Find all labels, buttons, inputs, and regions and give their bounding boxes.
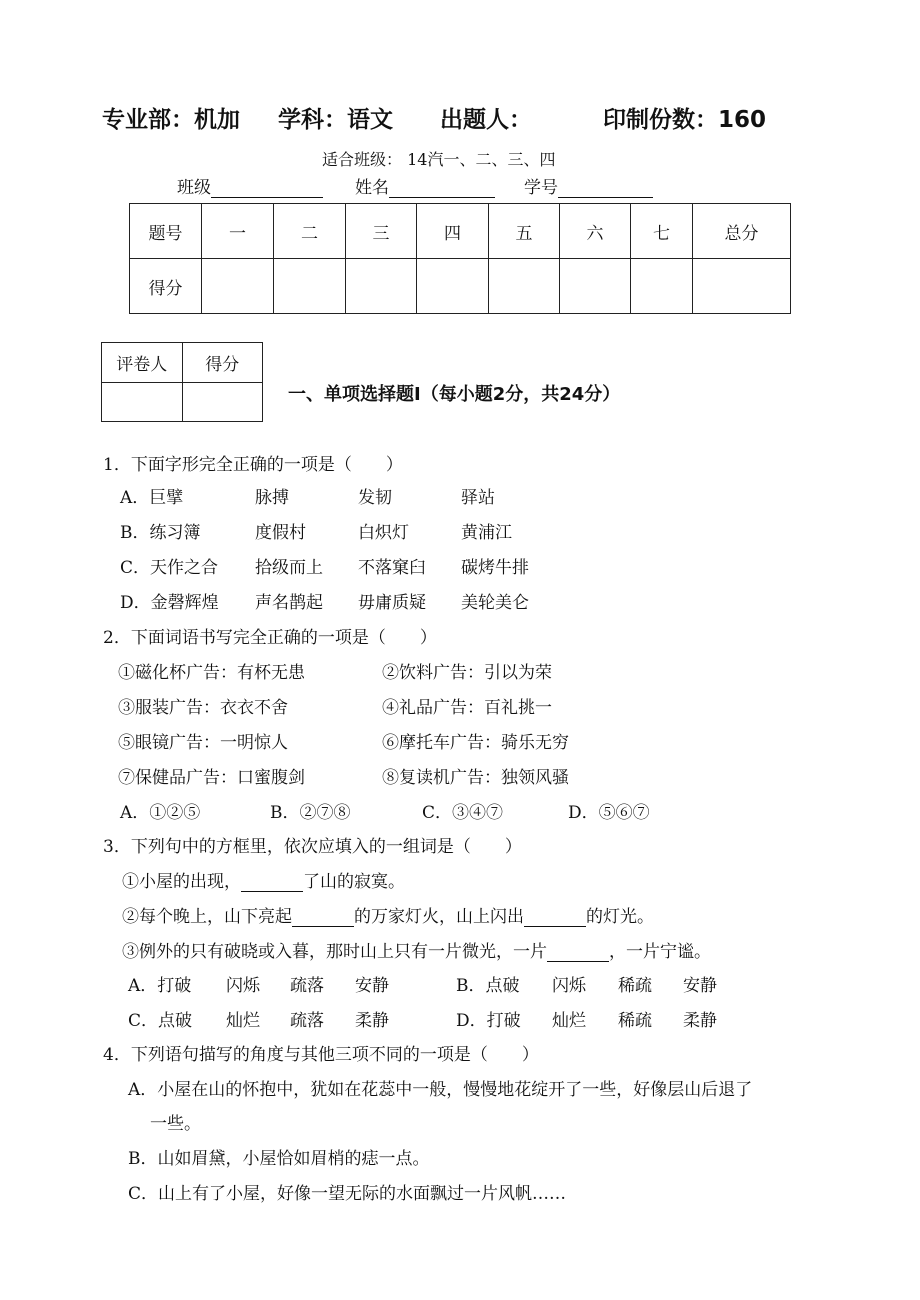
- ad-item: ⑥摩托车广告：骑乐无穷: [382, 733, 569, 753]
- score-cell[interactable]: [202, 259, 274, 314]
- ad-item: ①磁化杯广告：有杯无患: [118, 663, 305, 683]
- cell: 二: [274, 204, 346, 259]
- class-label: 班级: [177, 178, 211, 198]
- option-word: 闪烁: [552, 976, 586, 996]
- ad-item: ③服装广告：衣衣不舍: [118, 698, 288, 718]
- cell: 总分: [693, 204, 791, 259]
- score-label: 得分: [182, 343, 263, 383]
- option-word: 黄浦江: [461, 523, 512, 543]
- option-word: 拾级而上: [255, 558, 323, 578]
- cell: 得分: [130, 259, 202, 314]
- option-word: 美轮美仑: [461, 593, 529, 613]
- score-row: [130, 259, 791, 314]
- option-word: 驿站: [461, 488, 495, 508]
- cell: 一: [202, 204, 274, 259]
- cell: 四: [417, 204, 489, 259]
- option-d: D．⑤⑥⑦: [568, 803, 650, 823]
- option-c: C．天作之合: [120, 558, 219, 578]
- option-a: A．巨擘: [120, 488, 184, 508]
- option-c: C．③④⑦: [422, 803, 504, 823]
- cell: 六: [560, 204, 631, 259]
- option-a: A．①②⑤: [120, 803, 201, 823]
- score-cell[interactable]: [346, 259, 417, 314]
- copies-label: 印制份数：160: [603, 107, 767, 133]
- ad-item: ④礼品广告：百礼挑一: [382, 698, 552, 718]
- cell: 七: [631, 204, 693, 259]
- sentence-3: ③例外的只有破晓或入暮，那时山上只有一片微光，一片 ，一片宁谧。: [122, 942, 711, 962]
- option-word: 灿烂: [552, 1011, 586, 1031]
- subject-label: 学科：语文: [278, 107, 393, 133]
- option-word: 灿烂: [226, 1011, 260, 1031]
- ad-item: ⑧复读机广告：独领风骚: [382, 768, 569, 788]
- option-word: 碳烤牛排: [461, 558, 529, 578]
- name-label: 姓名: [355, 178, 389, 198]
- option-word: 毋庸质疑: [358, 593, 426, 613]
- ad-item: ⑤眼镜广告：一明惊人: [118, 733, 288, 753]
- score-cell[interactable]: [489, 259, 560, 314]
- option-word: 闪烁: [226, 976, 260, 996]
- author-label: 出题人：: [440, 107, 532, 133]
- question-number-row: [130, 204, 791, 259]
- option-c: C．山上有了小屋，好像一望无际的水面飘过一片风帆……: [128, 1184, 567, 1204]
- option-word: 不落窠臼: [358, 558, 426, 578]
- option-word: 度假村: [255, 523, 306, 543]
- option-a: A．小屋在山的怀抱中，犹如在花蕊中一般，慢慢地花绽开了一些，好像层山后退了: [128, 1080, 753, 1100]
- option-word: 疏落: [290, 1011, 324, 1031]
- score-cell[interactable]: [560, 259, 631, 314]
- option-word: 白炽灯: [358, 523, 409, 543]
- sentence-2: ②每个晚上，山下亮起 的万家灯火，山上闪出 的灯光。: [122, 907, 654, 927]
- option-d: D．打破: [456, 1011, 521, 1031]
- option-b: B．点破: [456, 976, 520, 996]
- score-cell[interactable]: [631, 259, 693, 314]
- score-table: [129, 203, 791, 314]
- option-word: 稀疏: [618, 1011, 652, 1031]
- score-cell[interactable]: [693, 259, 791, 314]
- grader-label: 评卷人: [102, 343, 183, 383]
- option-a-continued: 一些。: [150, 1114, 201, 1134]
- name-field[interactable]: [355, 178, 495, 198]
- option-b: B．练习簿: [120, 523, 201, 543]
- option-word: 声名鹊起: [255, 593, 323, 613]
- option-word: 安静: [355, 976, 389, 996]
- question-4-stem: 4．下列语句描写的角度与其他三项不同的一项是（ ）: [103, 1045, 539, 1065]
- student-id-field[interactable]: [524, 178, 653, 198]
- option-word: 柔静: [355, 1011, 389, 1031]
- dept-label: 专业部：机加: [102, 107, 240, 133]
- cell: 三: [346, 204, 417, 259]
- applicable-classes: 适合班级： 14汽一、二、三、四: [322, 150, 556, 169]
- option-b: B．山如眉黛，小屋恰如眉梢的痣一点。: [128, 1149, 430, 1169]
- option-d: D．金磬辉煌: [120, 593, 219, 613]
- score-cell[interactable]: [182, 383, 263, 422]
- cell: 题号: [130, 204, 202, 259]
- option-a: A．打破: [128, 976, 192, 996]
- score-cell[interactable]: [274, 259, 346, 314]
- question-3-stem: 3．下列句中的方框里，依次应填入的一组词是（ ）: [103, 837, 522, 857]
- question-1-stem: 1．下面字形完全正确的一项是（ ）: [103, 455, 403, 475]
- cell: 五: [489, 204, 560, 259]
- option-word: 稀疏: [618, 976, 652, 996]
- option-c: C．点破: [128, 1011, 193, 1031]
- ad-item: ②饮料广告：引以为荣: [382, 663, 552, 683]
- option-word: 疏落: [290, 976, 324, 996]
- grader-cell[interactable]: [102, 383, 183, 422]
- grader-table: [101, 342, 263, 422]
- option-word: 脉搏: [255, 488, 289, 508]
- option-b: B．②⑦⑧: [270, 803, 351, 823]
- ad-item: ⑦保健品广告：口蜜腹剑: [118, 768, 305, 788]
- class-field[interactable]: [177, 178, 323, 198]
- sentence-1: ①小屋的出现， 了山的寂寞。: [122, 872, 405, 892]
- option-word: 柔静: [683, 1011, 717, 1031]
- score-cell[interactable]: [417, 259, 489, 314]
- question-2-stem: 2．下面词语书写完全正确的一项是（ ）: [103, 628, 437, 648]
- option-word: 安静: [683, 976, 717, 996]
- id-label: 学号: [524, 178, 558, 198]
- option-word: 发韧: [358, 488, 392, 508]
- section-title: 一、单项选择题Ⅰ（每小题2分，共24分）: [288, 384, 621, 405]
